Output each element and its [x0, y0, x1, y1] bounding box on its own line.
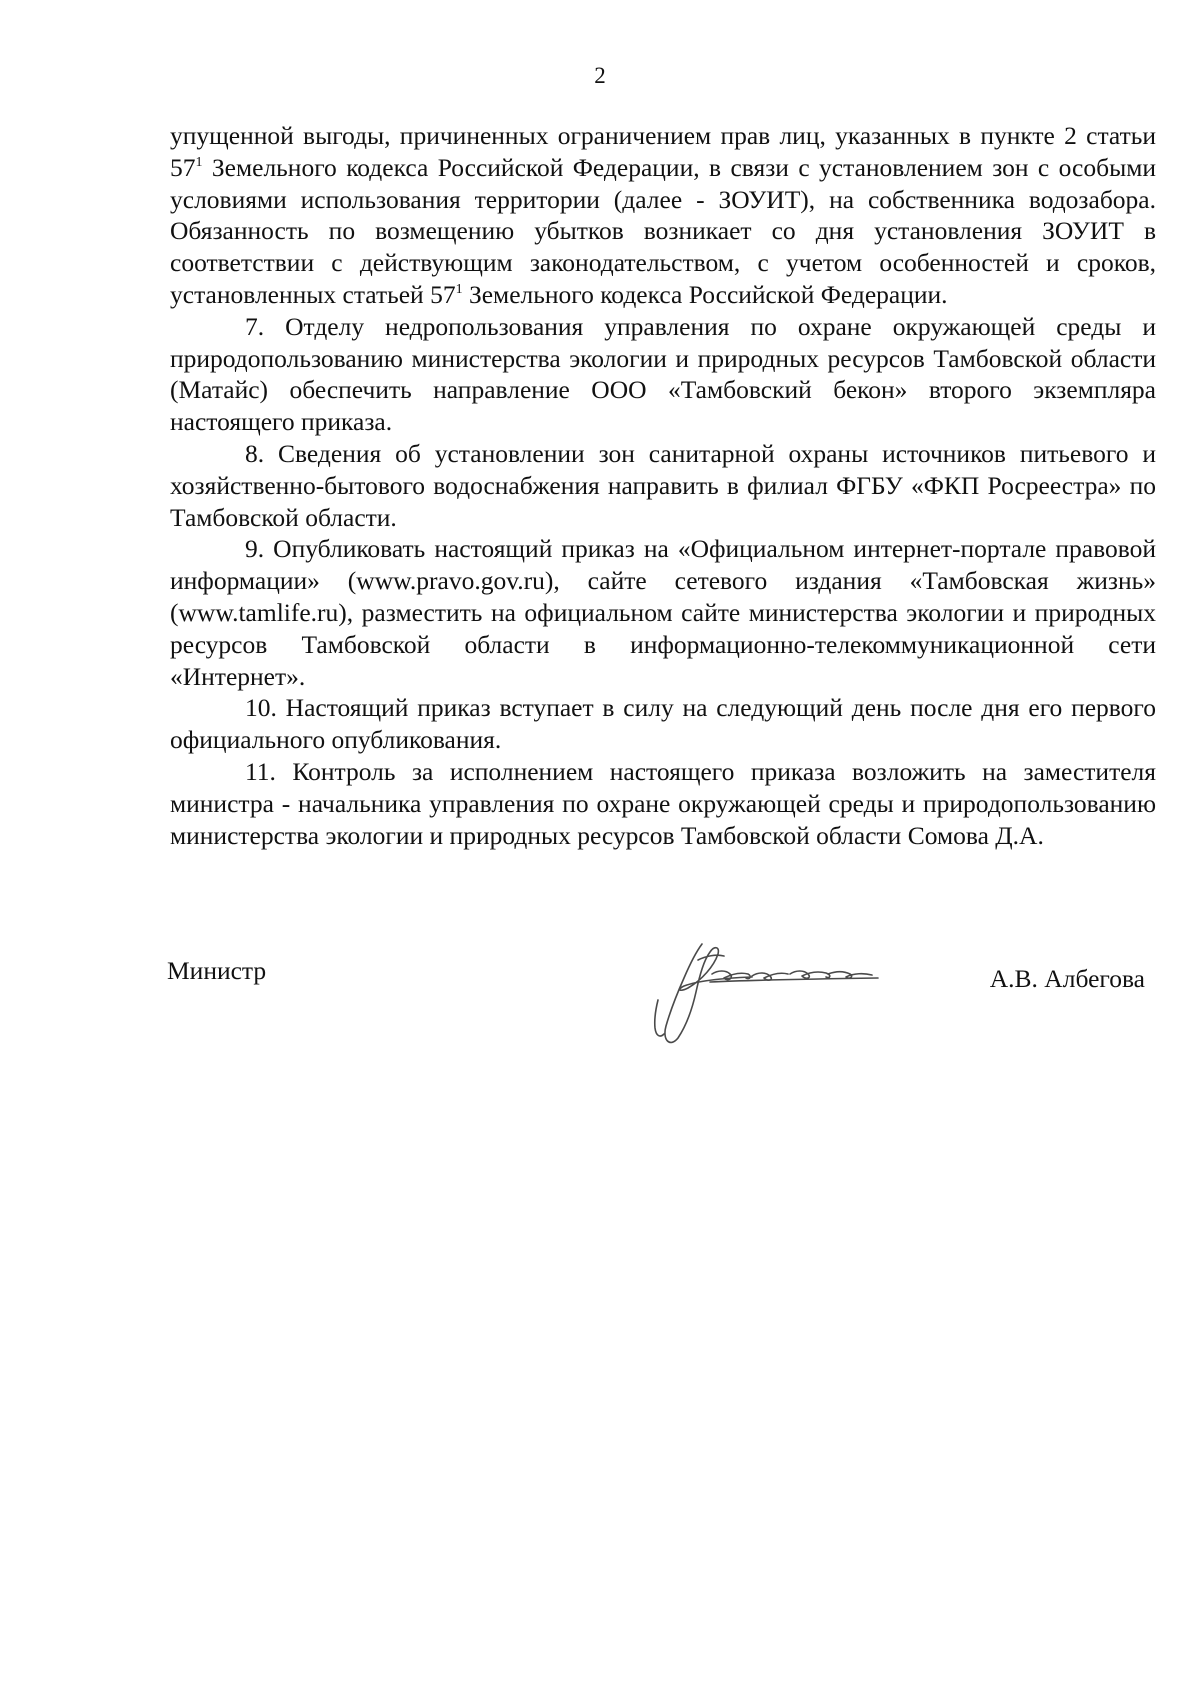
superscript-article-index: 1 — [195, 154, 203, 170]
paragraph-continuation-part-3: Земельного кодекса Российской Федерации. — [462, 279, 948, 309]
paragraph-item-10: 10. Настоящий приказ вступает в силу на следующий день после дня его первого официального опубликования. — [170, 693, 1156, 755]
superscript-article-index-2: 1 — [455, 281, 463, 297]
paragraph-item-9: 9. Опубликовать настоящий приказ на «Официальном интернет-портале правовой информации» (www.pravo.gov.ru), сайте сетевого издания «Тамбовская жизнь» (www.tamlife.ru), разместить на официальном сайте министерства экологии и природных ресурсов Тамбовской области в информационно-телекоммуникационной сети «Интернет». — [170, 534, 1156, 691]
paragraph-continuation-part-1: упущенной выгоды, причиненных ограничением прав лиц, указанных в пункте 2 статьи 57 — [170, 121, 1156, 182]
handwritten-signature-icon — [640, 930, 920, 1060]
paragraph-item-7: 7. Отделу недропользования управления по охране окружающей среды и природопользованию министерства экологии и природных ресурсов Тамбовской области (Матайс) обеспечить направление ООО «Тамбовский бекон» второго экземпляра настоящего приказа. — [170, 311, 1156, 437]
paragraph-item-8: 8. Сведения об установлении зон санитарной охраны источников питьевого и хозяйственно-бытового водоснабжения направить в филиал ФГБУ «ФКП Росреестра» по Тамбовской области. — [170, 438, 1156, 532]
order-body-text — [170, 120, 1156, 851]
paragraph-continuation — [170, 120, 1156, 311]
signer-name: А.В. Албегова — [989, 964, 1145, 993]
page-number: 2 — [594, 63, 606, 88]
paragraph-item-11: 11. Контроль за исполнением настоящего приказа возложить на заместителя министра - начальника управления по охране окружающей среды и природопользованию министерства экологии и природных ресурсов Тамбовской области Сомова Д.А. — [170, 756, 1156, 850]
signer-title: Министр — [167, 956, 267, 985]
paragraph-continuation-part-2: Земельного кодекса Российской Федерации, в связи с установлением зон с особыми условиями использования территории (далее - ЗОУИТ), на собственника водозабора. Обязанность по возмещению убытков возникает со дня установления ЗОУИТ в соответствии с действующим законодательством, с учетом особенностей и сроков, установленных статьей 57 — [170, 152, 1156, 309]
